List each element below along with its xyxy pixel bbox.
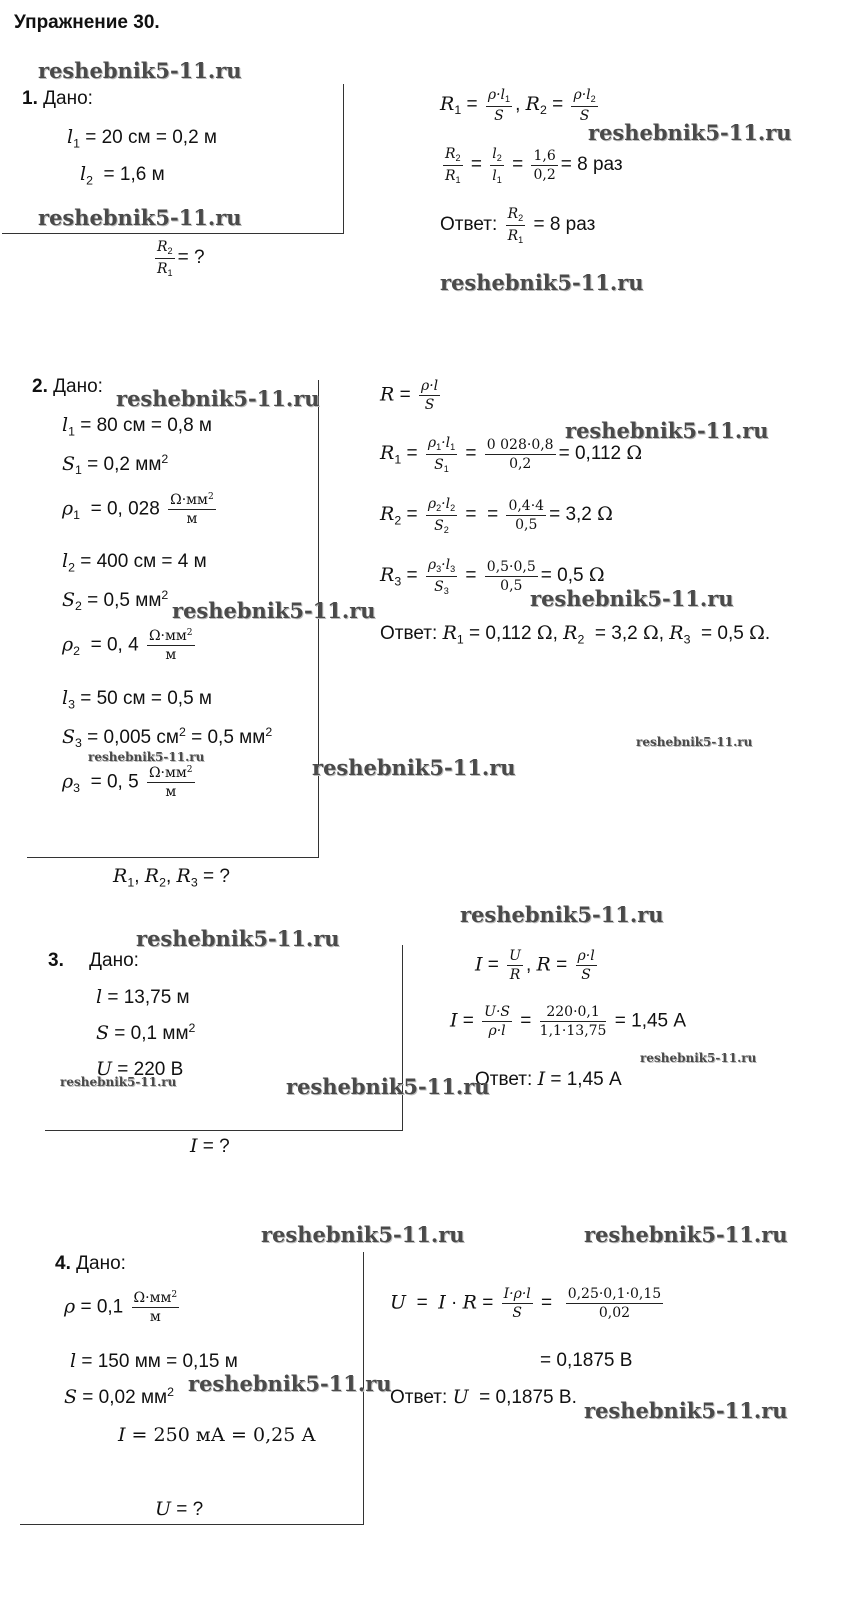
task-2-given-s2: $S_2 = 0,5$ $мм^2$ bbox=[62, 588, 169, 614]
task-1-given-l1: $l_1 = 20$ см = 0,2 м bbox=[67, 126, 217, 151]
task-2-given-l3: $l_3 = 50$ см = 0,5 м bbox=[62, 687, 212, 712]
task-2-given-rho2: $\rho_2 = 0$, 4 $\frac{\Omega\cdot мм^2}{м}$ bbox=[62, 628, 193, 664]
task-3-find: I = ? bbox=[190, 1135, 230, 1157]
task-2-r1: $R_1$ = $\frac{\rho_1\cdot l_1}{S_1}$ = $\frac{0 028\cdot 0,8}{0,2}$ = 0,112 Ω bbox=[380, 435, 643, 474]
task-1-header bbox=[22, 88, 93, 110]
watermark: reshebnik5-11.ru bbox=[286, 1074, 490, 1099]
task-4-given-l: l = 150 мм = 0,15 м bbox=[70, 1350, 238, 1372]
watermark: reshebnik5-11.ru bbox=[584, 1398, 788, 1423]
task-2-r2: $R_2$ = $\frac{\rho_2\cdot l_2}{S_2}$ = = $\frac{0,4\cdot 4}{0,5}$ = 3,2 Ω bbox=[380, 496, 613, 535]
given-label: Дано: bbox=[89, 950, 139, 971]
task-2-formula: R = $\frac{\rho\cdot l}{S}$ bbox=[380, 378, 439, 414]
task-2-given-rho3: $\rho_3 = 0$, 5 $\frac{\Omega\cdot мм^2}{м}$ bbox=[62, 765, 193, 801]
task-4-find: U = ? bbox=[155, 1498, 204, 1520]
task-1-answer: Ответ: $\frac{R_2}{R_1}$ = 8 раз bbox=[440, 206, 596, 245]
watermark: reshebnik5-11.ru bbox=[172, 598, 376, 623]
given-label: Дано: bbox=[53, 376, 103, 397]
task-4-number: 4. bbox=[55, 1253, 71, 1274]
watermark: reshebnik5-11.ru bbox=[588, 120, 792, 145]
task-4-header bbox=[55, 1253, 126, 1275]
watermark: reshebnik5-11.ru bbox=[136, 926, 340, 951]
given-label: Дано: bbox=[76, 1253, 126, 1274]
task-1-find: $\frac{R_2}{R_1}$ = ? bbox=[157, 239, 205, 278]
task-1-number: 1. bbox=[22, 88, 38, 109]
watermark: reshebnik5-11.ru bbox=[460, 902, 664, 927]
task-2-number: 2. bbox=[32, 376, 48, 397]
given-label: Дано: bbox=[43, 88, 93, 109]
task-1-formula: $R_1$ = $\frac{\rho\cdot l_1}{S}$ , $R_2$ = $\frac{\rho\cdot l_2}{S}$ bbox=[440, 87, 596, 124]
watermark: reshebnik5-11.ru bbox=[38, 205, 242, 230]
answer-label: Ответ: bbox=[475, 1069, 533, 1090]
watermark: reshebnik5-11.ru bbox=[440, 270, 644, 295]
watermark: reshebnik5-11.ru bbox=[261, 1222, 465, 1247]
watermark: reshebnik5-11.ru bbox=[312, 755, 516, 780]
given-divider-vertical bbox=[343, 84, 344, 234]
task-2-given-s3: $S_3 = 0,005$ $см^2 = 0,5$ $мм^2$ bbox=[62, 725, 273, 751]
watermark: reshebnik5-11.ru bbox=[640, 1051, 757, 1065]
task-3-given-s: S = 0,1 $мм^2$ bbox=[96, 1021, 196, 1044]
watermark: reshebnik5-11.ru bbox=[565, 418, 769, 443]
watermark: reshebnik5-11.ru bbox=[584, 1222, 788, 1247]
task-4-given-s: S = 0,02 $мм^2$ bbox=[64, 1385, 174, 1408]
watermark: reshebnik5-11.ru bbox=[88, 750, 205, 764]
answer-label: Ответ: bbox=[440, 214, 498, 236]
watermark: reshebnik5-11.ru bbox=[636, 735, 753, 749]
given-divider-horizontal bbox=[2, 233, 344, 234]
watermark: reshebnik5-11.ru bbox=[530, 586, 734, 611]
task-1-given-l2: $l_2 = 1,6$ м bbox=[80, 163, 165, 188]
task-2-given-l2: $l_2 = 400$ см = 4 м bbox=[62, 550, 207, 575]
task-2-given-s1: $S_1 = 0,2$ $мм^2$ bbox=[62, 452, 169, 478]
task-3-given-u: U = 220 В bbox=[96, 1058, 184, 1080]
task-4-given-rho: ρ = 0,1 $\frac{\Omega\cdot мм^2}{м}$ bbox=[64, 1290, 178, 1326]
task-2-answer: Ответ: $R_1 = 0,112$ Ω, $R_2 = 3,2$ Ω, $R_3 = 0,5$ Ω. bbox=[380, 622, 771, 647]
watermark: reshebnik5-11.ru bbox=[116, 386, 320, 411]
watermark: reshebnik5-11.ru bbox=[188, 1371, 392, 1396]
task-3-calc: I = $\frac{U\cdot S}{\rho\cdot l}$ = $\frac{220\cdot 0,1}{1,1\cdot 13,75}$ = 1,45 А bbox=[450, 1004, 687, 1040]
task-3-answer: Ответ: I = 1,45 А bbox=[475, 1068, 622, 1090]
task-2-given-l1: $l_1 = 80$ см = 0,8 м bbox=[62, 414, 212, 439]
task-4-given-i: I = 250 мА = 0,25 А bbox=[118, 1424, 316, 1446]
answer-label: Ответ: bbox=[380, 623, 438, 644]
task-2-header bbox=[32, 376, 103, 398]
page-title: Упражнение 30. bbox=[14, 12, 160, 33]
given-divider-horizontal bbox=[45, 1130, 403, 1131]
task-3-given-l: l = 13,75 м bbox=[96, 986, 190, 1008]
task-4-result: = 0,1875 В bbox=[540, 1350, 633, 1371]
task-4-answer: Ответ: U = 0,1875 В. bbox=[390, 1386, 577, 1408]
task-4-calc: U = I · R = $\frac{I\cdot\rho\cdot l}{S}$ = $\frac{0,25\cdot 0,1\cdot 0,15}{0,02}$ bbox=[390, 1286, 662, 1322]
watermark: reshebnik5-11.ru bbox=[60, 1075, 177, 1089]
task-1-ratio: $\frac{R_2}{R_1}$ = $\frac{l_2}{l_1}$ = $\frac{1,6}{0,2}$ = 8 раз bbox=[445, 146, 623, 185]
given-divider-horizontal bbox=[27, 857, 319, 858]
given-divider-horizontal bbox=[20, 1524, 364, 1525]
task-2-find: $R_1$, $R_2$, $R_3$ = ? bbox=[113, 865, 230, 890]
task-2-r3: $R_3$ = $\frac{\rho_3\cdot l_3}{S_3}$ = $\frac{0,5\cdot 0,5}{0,5}$ = 0,5 Ω bbox=[380, 557, 605, 596]
task-3-header bbox=[48, 950, 139, 972]
task-2-given-rho1: $\rho_1 = 0$, 028 $\frac{\Omega\cdot мм^2}{м}$ bbox=[62, 492, 214, 528]
given-divider-vertical bbox=[402, 945, 403, 1131]
task-3-number: 3. bbox=[48, 950, 64, 971]
watermark: reshebnik5-11.ru bbox=[38, 58, 242, 83]
answer-label: Ответ: bbox=[390, 1387, 448, 1408]
task-3-formula: I = $\frac{U}{R}$ , R = $\frac{\rho\cdot l}{S}$ bbox=[475, 948, 595, 984]
